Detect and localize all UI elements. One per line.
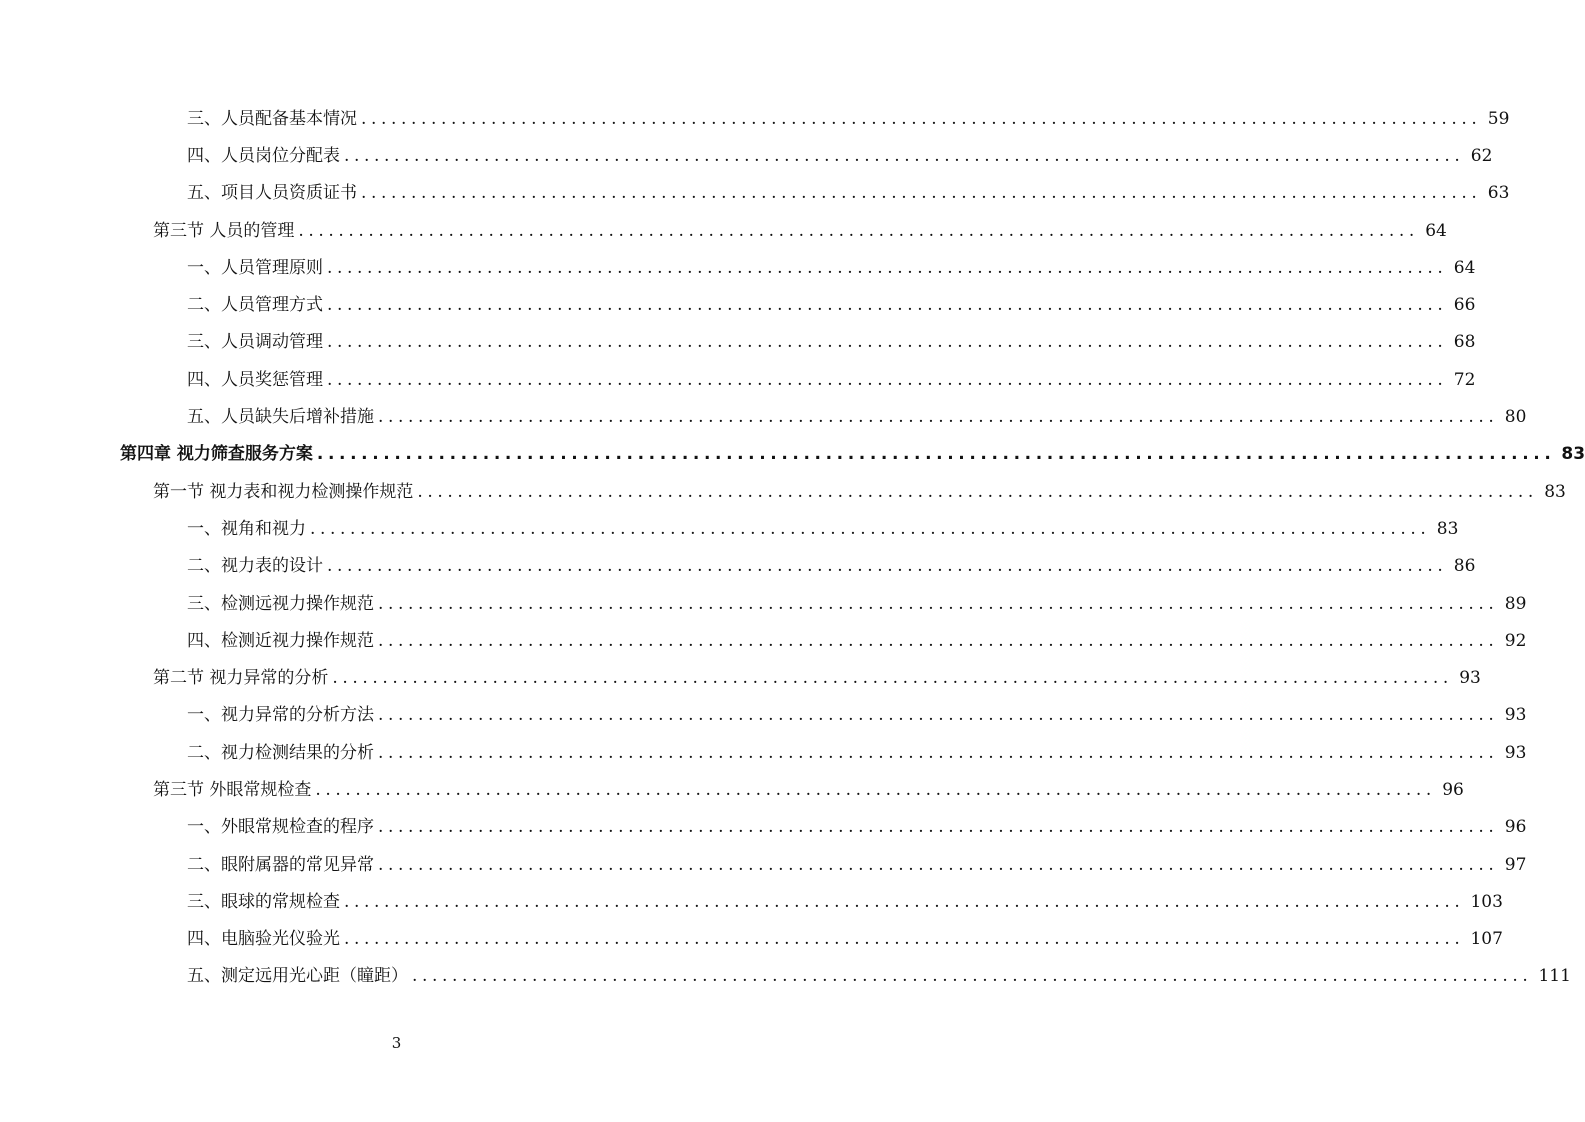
toc-entry[interactable] bbox=[0, 175, 1510, 212]
toc-entry[interactable] bbox=[0, 697, 1527, 734]
toc-chapter-entry[interactable] bbox=[0, 436, 1585, 473]
toc-entry-title: 一、视角和视力 bbox=[187, 518, 306, 539]
toc-entry-page: 83 bbox=[1561, 444, 1585, 465]
toc-entry[interactable] bbox=[0, 585, 1527, 622]
toc-entry-title: 三、检测远视力操作规范 bbox=[187, 593, 374, 614]
toc-entry-page: 96 bbox=[1442, 779, 1464, 800]
toc-entry[interactable] bbox=[0, 473, 1566, 510]
toc-entry-page: 72 bbox=[1453, 369, 1476, 390]
toc-entry-page: 103 bbox=[1470, 891, 1503, 912]
toc-entry-title: 一、外眼常规检查的程序 bbox=[187, 817, 374, 838]
toc-entry[interactable] bbox=[0, 958, 1571, 995]
toc-entry[interactable] bbox=[0, 361, 1476, 398]
toc-entry-title: 第二节 视力异常的分析 bbox=[153, 668, 329, 689]
toc-entry-page: 86 bbox=[1453, 556, 1476, 577]
toc-entry-page: 83 bbox=[1436, 518, 1459, 539]
toc-entry[interactable] bbox=[0, 883, 1503, 920]
toc-dot-leader: ................................................................................................................ bbox=[316, 444, 1556, 465]
toc-entry-title: 第一节 视力表和视力检测操作规范 bbox=[153, 481, 414, 502]
toc-entry-page: 89 bbox=[1504, 593, 1527, 614]
toc-dot-leader: ................................................................................................................ bbox=[378, 407, 1499, 428]
toc-entry-title: 四、检测近视力操作规范 bbox=[187, 630, 374, 651]
toc-dot-leader: ................................................................................................................ bbox=[361, 183, 1482, 204]
toc-entry[interactable] bbox=[0, 622, 1527, 659]
toc-dot-leader: ................................................................................................................ bbox=[327, 369, 1448, 390]
toc-entry[interactable] bbox=[0, 734, 1527, 771]
toc-entry-page: 83 bbox=[1544, 481, 1566, 502]
toc-entry[interactable] bbox=[0, 846, 1527, 883]
toc-entry[interactable] bbox=[0, 398, 1527, 435]
toc-entry-title: 五、人员缺失后增补措施 bbox=[187, 407, 374, 428]
toc-entry-page: 59 bbox=[1487, 108, 1510, 129]
toc-entry-title: 一、视力异常的分析方法 bbox=[187, 705, 374, 726]
toc-dot-leader: ................................................................................................................ bbox=[327, 295, 1448, 316]
toc-entry-title: 三、眼球的常规检查 bbox=[187, 891, 340, 912]
toc-entry-page: 80 bbox=[1504, 407, 1527, 428]
toc-entry-title: 五、测定远用光心距（瞳距） bbox=[187, 966, 408, 987]
toc-dot-leader: ................................................................................................................ bbox=[344, 929, 1465, 950]
toc-entry-page: 64 bbox=[1453, 257, 1476, 278]
toc-entry-page: 63 bbox=[1487, 183, 1510, 204]
toc-entry-page: 107 bbox=[1470, 929, 1503, 950]
toc-entry[interactable] bbox=[0, 510, 1459, 547]
toc-entry-title: 第三节 人员的管理 bbox=[153, 220, 295, 241]
toc-entry-title: 四、人员岗位分配表 bbox=[187, 145, 340, 166]
toc-entry-title: 二、人员管理方式 bbox=[187, 295, 323, 316]
toc-entry-page: 62 bbox=[1470, 145, 1493, 166]
toc-entry-page: 97 bbox=[1504, 854, 1527, 875]
toc-entry-title: 第三节 外眼常规检查 bbox=[153, 779, 312, 800]
toc-entry-page: 68 bbox=[1453, 332, 1476, 353]
toc-entry[interactable] bbox=[0, 921, 1503, 958]
toc-entry-title: 二、视力检测结果的分析 bbox=[187, 742, 374, 763]
toc-entry[interactable] bbox=[0, 659, 1481, 696]
toc-entry-page: 93 bbox=[1459, 668, 1481, 689]
toc-dot-leader: ................................................................................................................ bbox=[327, 332, 1448, 353]
toc-dot-leader: ................................................................................................................ bbox=[310, 518, 1431, 539]
toc-entry[interactable] bbox=[0, 771, 1464, 808]
toc-dot-leader: ................................................................................................................ bbox=[315, 779, 1436, 800]
toc-dot-leader: ................................................................................................................ bbox=[378, 854, 1499, 875]
toc-dot-leader: ................................................................................................................ bbox=[378, 705, 1499, 726]
toc-entry-title: 三、人员配备基本情况 bbox=[187, 108, 357, 129]
toc-entry-title: 一、人员管理原则 bbox=[187, 257, 323, 278]
toc-entry[interactable] bbox=[0, 137, 1493, 174]
toc-entry[interactable] bbox=[0, 249, 1476, 286]
toc-dot-leader: ................................................................................................................ bbox=[327, 556, 1448, 577]
toc-entry[interactable] bbox=[0, 286, 1476, 323]
toc-dot-leader: ................................................................................................................ bbox=[327, 257, 1448, 278]
toc-entry-title: 四、电脑验光仪验光 bbox=[187, 929, 340, 950]
toc-dot-leader: ................................................................................................................ bbox=[361, 108, 1482, 129]
toc-dot-leader: ................................................................................................................ bbox=[332, 668, 1453, 689]
toc-dot-leader: ................................................................................................................ bbox=[412, 966, 1533, 987]
toc-dot-leader: ................................................................................................................ bbox=[344, 891, 1465, 912]
toc-entry-title: 三、人员调动管理 bbox=[187, 332, 323, 353]
toc-dot-leader: ................................................................................................................ bbox=[298, 220, 1419, 241]
toc-entry-page: 92 bbox=[1504, 630, 1527, 651]
toc-entry-page: 111 bbox=[1538, 966, 1571, 987]
toc-entry-page: 93 bbox=[1504, 742, 1527, 763]
toc-entry[interactable] bbox=[0, 548, 1476, 585]
toc-entry-title: 五、项目人员资质证书 bbox=[187, 183, 357, 204]
toc-dot-leader: ................................................................................................................ bbox=[378, 817, 1499, 838]
toc-entry-page: 96 bbox=[1504, 817, 1527, 838]
table-of-contents bbox=[0, 100, 1585, 995]
toc-dot-leader: ................................................................................................................ bbox=[378, 630, 1499, 651]
toc-entry-page: 64 bbox=[1425, 220, 1447, 241]
toc-entry[interactable] bbox=[0, 100, 1510, 137]
toc-entry-page: 93 bbox=[1504, 705, 1527, 726]
toc-dot-leader: ................................................................................................................ bbox=[378, 593, 1499, 614]
toc-entry-page: 66 bbox=[1453, 295, 1476, 316]
toc-entry[interactable] bbox=[0, 212, 1447, 249]
toc-dot-leader: ................................................................................................................ bbox=[417, 481, 1538, 502]
toc-entry[interactable] bbox=[0, 324, 1476, 361]
toc-entry-title: 二、眼附属器的常见异常 bbox=[187, 854, 374, 875]
toc-entry-title: 四、人员奖惩管理 bbox=[187, 369, 323, 390]
toc-entry-title: 二、视力表的设计 bbox=[187, 556, 323, 577]
toc-entry[interactable] bbox=[0, 809, 1527, 846]
toc-dot-leader: ................................................................................................................ bbox=[344, 145, 1465, 166]
toc-dot-leader: ................................................................................................................ bbox=[378, 742, 1499, 763]
page-number: 3 bbox=[391, 1034, 402, 1052]
toc-entry-title: 第四章 视力筛查服务方案 bbox=[120, 444, 313, 465]
